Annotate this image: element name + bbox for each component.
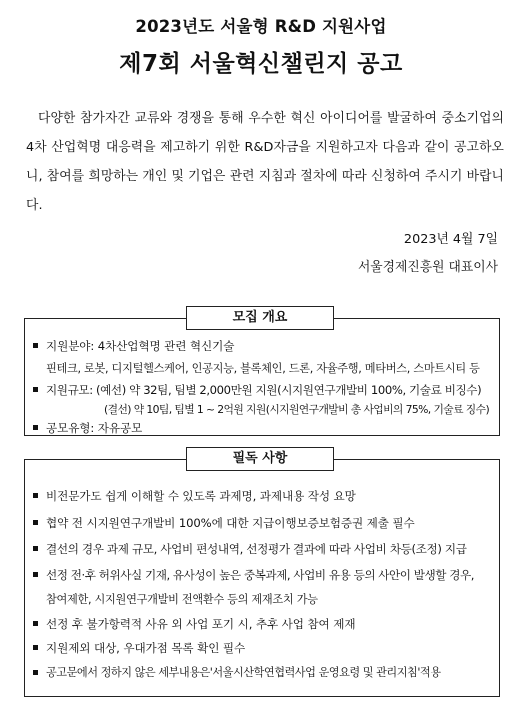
bullet-square-icon: [33, 493, 38, 498]
list-item: [33, 488, 356, 504]
bullet-square-icon: [33, 387, 38, 392]
recruit-scale-final: (결선) 약 10팀, 팀별 1 ~ 2억원 지원(시지원연구개발비 총 사업비의 75%, 기술료 징수): [104, 403, 490, 416]
list-item-text: 선정 후 불가항력적 사유 외 사업 포기 시, 추후 사업 참여 제재: [46, 617, 356, 631]
list-item: [33, 616, 355, 632]
list-item: [33, 567, 474, 583]
list-item-continued: 참여제한, 시지원연구개발비 전액환수 등의 제재조치 가능: [46, 593, 318, 606]
notes-heading: 필독 사항: [186, 447, 334, 471]
list-item-text: 결선의 경우 과제 규모, 사업비 편성내역, 선정평가 결과에 따라 사업비 차등(조정) 지급: [46, 542, 467, 556]
list-item-text: 지원제외 대상, 우대가점 목록 확인 필수: [46, 641, 246, 655]
recruit-type-text: 공모유형: 자유공모: [46, 421, 143, 435]
intro-paragraph: 다양한 참가자간 교류와 경쟁을 통해 우수한 혁신 아이디어를 발굴하여 중소기업의 4차 산업혁명 대응력을 제고하기 위한 R&D자금을 지원하고자 다음과 같이 공고하오니, 참여를 희망하는 개인 및 기업은 관련 지침과 절차에 따라 신청하여 주시기 바랍니다.: [26, 111, 504, 213]
recruit-scale-item: [33, 382, 481, 398]
bullet-square-icon: [33, 621, 38, 626]
bullet-square-icon: [33, 546, 38, 551]
announcement-date: 2023년 4월 7일: [403, 232, 498, 247]
bullet-square-icon: [33, 572, 38, 577]
list-item: [33, 541, 467, 557]
list-item-text: 비전문가도 쉽게 이해할 수 있도록 과제명, 과제내용 작성 요망: [46, 489, 356, 503]
bullet-square-icon: [33, 645, 38, 650]
list-item: [33, 640, 245, 656]
bullet-square-icon: [33, 343, 38, 348]
recruit-field-detail: 핀테크, 로봇, 디지털헬스케어, 인공지능, 블록체인, 드론, 자율주행, 메타버스, 스마트시티 등: [46, 362, 480, 375]
page-subtitle: 2023년도 서울형 R&D 지원사업: [135, 17, 387, 36]
recruit-overview-box: [24, 318, 500, 436]
recruit-overview-heading: 모집 개요: [186, 306, 334, 330]
bullet-square-icon: [33, 425, 38, 430]
list-item-text: 공고문에서 정하지 않은 세부내용은'서울시산학연협력사업 운영요령 및 관리지침'적용: [46, 666, 441, 679]
list-item: [33, 664, 441, 680]
bullet-square-icon: [33, 520, 38, 525]
list-item-text: 선정 전·후 허위사실 기재, 유사성이 높은 중복과제, 사업비 유용 등의 사안이 발생할 경우,: [46, 568, 475, 582]
list-item: [33, 515, 415, 531]
page-title: 제7회 서울혁신챌린지 공고: [119, 51, 403, 77]
issuer-name: 서울경제진흥원 대표이사: [357, 260, 498, 275]
list-item-text: 협약 전 시지원연구개발비 100%에 대한 지급이행보증보험증권 제출 필수: [46, 516, 415, 530]
recruit-type-item: [33, 420, 142, 436]
recruit-field-item: [33, 338, 234, 354]
bullet-square-icon: [33, 670, 38, 675]
recruit-field-text: 지원분야: 4차산업혁명 관련 혁신기술: [46, 339, 235, 353]
recruit-scale-prelim-text: 지원규모: (예선) 약 32팀, 팀별 2,000만원 지원(시지원연구개발비 100%, 기술료 비징수): [46, 383, 482, 397]
